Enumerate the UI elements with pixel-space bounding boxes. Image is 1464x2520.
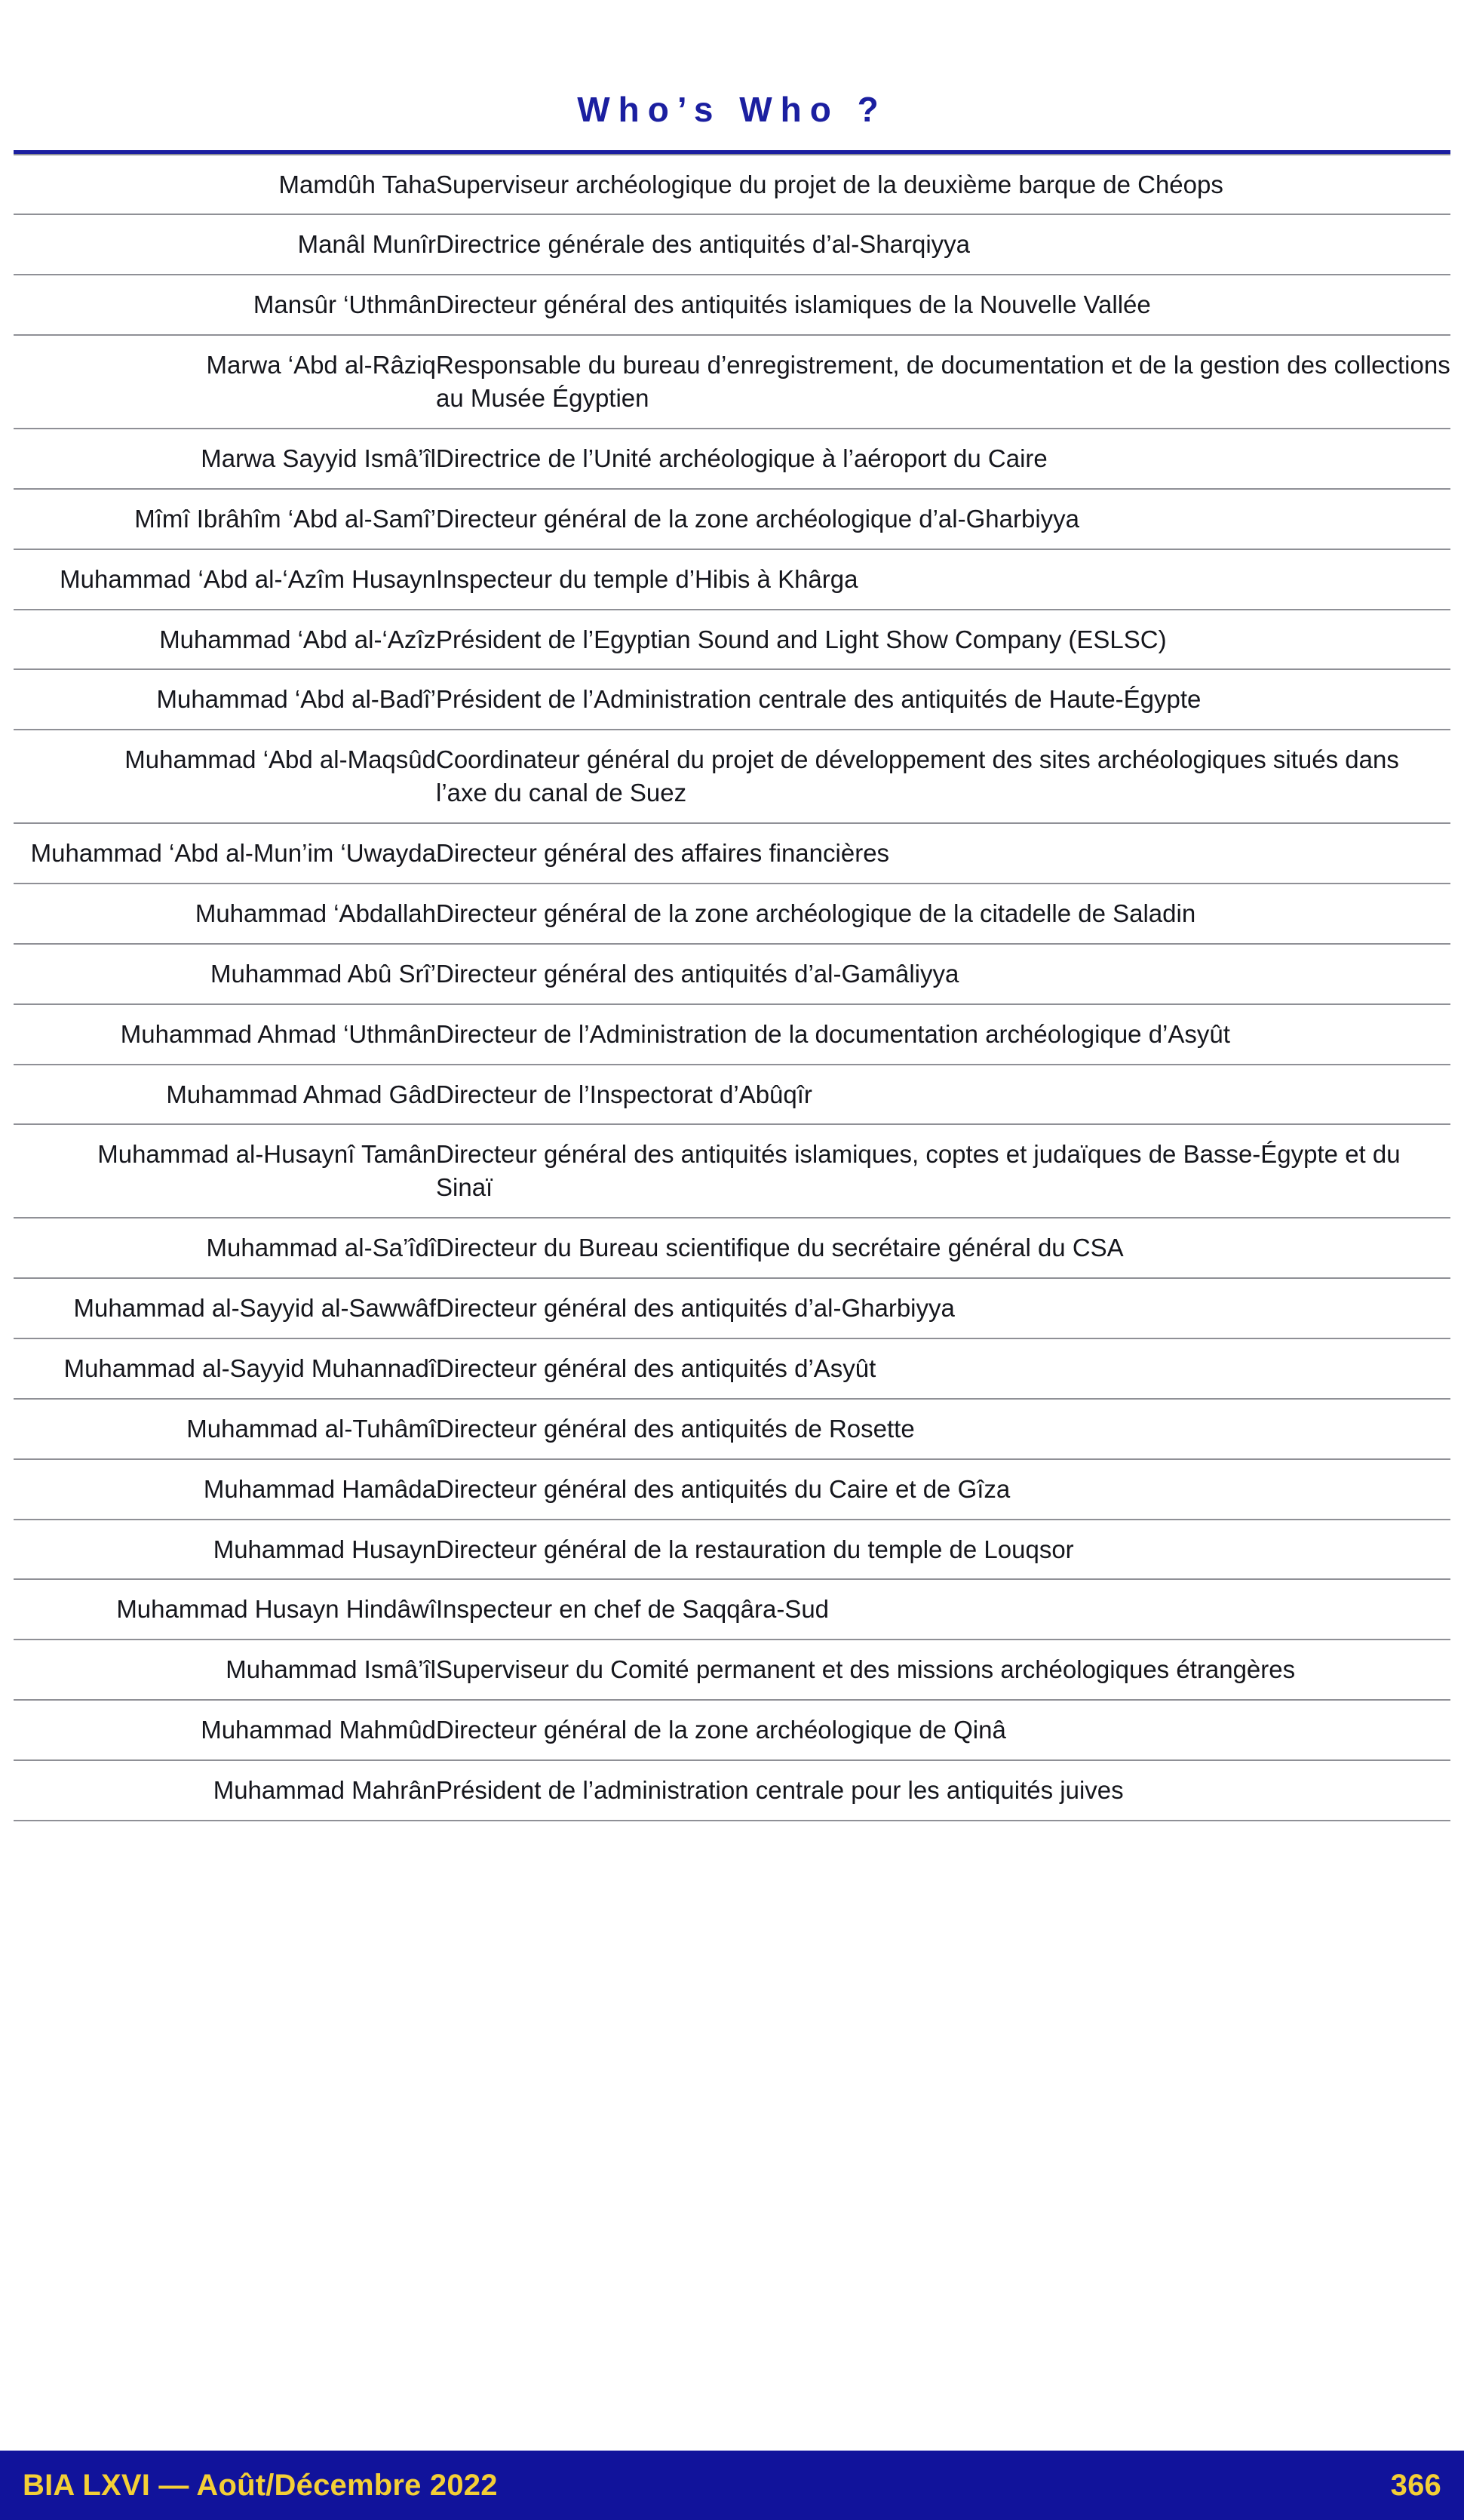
person-name: Muhammad Mahmûd (201, 1716, 436, 1744)
table-row (14, 1640, 1450, 1700)
table-row (14, 1065, 1450, 1125)
person-role: Directeur général des antiquités d’Asyût (436, 1354, 876, 1382)
table-row (14, 155, 1450, 215)
table-row (14, 730, 1450, 823)
table-row (14, 1124, 1450, 1218)
person-name: Muhammad al-Husaynî Tamân (97, 1140, 436, 1169)
person-name: Muhammad al-Tuhâmî (186, 1414, 436, 1443)
footer-page-number: 366 (1390, 2468, 1441, 2502)
table-row (14, 610, 1450, 670)
person-role: Directeur général de la zone archéologique d’al-Gharbiyya (436, 504, 1080, 533)
person-role: Président de l’Administration centrale des antiquités de Haute-Égypte (436, 685, 1202, 714)
person-role: Directrice générale des antiquités d’al-Sharqiyya (436, 230, 971, 259)
whoswho-table (14, 154, 1450, 1821)
page-header (0, 0, 1464, 154)
person-role: Directeur général des antiquités islamiques de la Nouvelle Vallée (436, 290, 1151, 319)
person-name: Muhammad Ismâ’îl (226, 1655, 436, 1684)
person-name: Muhammad ‘Abd al-Badî’ (156, 685, 436, 714)
table-row (14, 1520, 1450, 1580)
person-role: Président de l’administration centrale pour les antiquités juives (436, 1776, 1124, 1805)
person-name: Muhammad ‘Abd al-‘Azîm Husayn (60, 564, 436, 593)
table-row (14, 944, 1450, 1004)
table-row (14, 429, 1450, 489)
person-role: Directeur général de la zone archéologique de la citadelle de Saladin (436, 899, 1196, 927)
person-role: Directeur général des antiquités islamiques, coptes et judaïques de Basse-Égypte et du Sinaï (436, 1140, 1401, 1202)
person-name: Muhammad ‘Abd al-Mun’im ‘Uwayda (30, 839, 436, 868)
person-name: Marwa ‘Abd al-Râziq (206, 351, 436, 380)
person-role: Coordinateur général du projet de développement des sites archéologiques situés dans l’axe du canal de Suez (436, 745, 1399, 807)
person-name: Muhammad Ahmad Gâd (166, 1080, 436, 1108)
person-name: Mîmî Ibrâhîm ‘Abd al-Samî’ (134, 504, 436, 533)
table-row (14, 275, 1450, 335)
person-name: Muhammad ‘Abdallah (195, 899, 436, 927)
bottom-spacer (0, 2425, 1464, 2451)
whoswho-table-container (0, 154, 1464, 2425)
table-row (14, 549, 1450, 610)
person-name: Muhammad Mahrân (213, 1776, 436, 1805)
page-footer (0, 2451, 1464, 2520)
table-row (14, 669, 1450, 730)
footer-issue-label: BIA LXVI — Août/Décembre 2022 (23, 2468, 498, 2502)
person-name: Muhammad ‘Abd al-Maqsûd (124, 745, 436, 774)
person-role: Directeur de l’Administration de la documentation archéologique d’Asyût (436, 1019, 1230, 1048)
person-name: Muhammad al-Sayyid al-Sawwâf (73, 1294, 436, 1323)
person-name: Muhammad Abû Srî’ (210, 959, 436, 988)
table-row (14, 1278, 1450, 1338)
person-role: Directeur de l’Inspectorat d’Abûqîr (436, 1080, 812, 1108)
page-title: Who’s Who ? (577, 90, 887, 129)
person-name: Marwa Sayyid Ismâ’îl (201, 444, 436, 472)
person-role: Président de l’Egyptian Sound and Light Show Company (ESLSC) (436, 625, 1167, 653)
person-name: Muhammad ‘Abd al-‘Azîz (159, 625, 436, 653)
table-row (14, 823, 1450, 884)
table-row (14, 1338, 1450, 1399)
person-name: Muhammad Husayn Hindâwî (116, 1595, 436, 1624)
person-role: Directeur général des antiquités de Rosette (436, 1414, 915, 1443)
person-name: Muhammad Husayn (213, 1535, 436, 1563)
person-name: Manâl Munîr (297, 230, 436, 259)
person-name: Mamdûh Taha (278, 170, 436, 198)
person-role: Directeur général des affaires financières (436, 839, 890, 868)
person-name: Muhammad al-Sayyid Muhannadî (63, 1354, 436, 1382)
person-name: Muhammad Ahmad ‘Uthmân (120, 1019, 436, 1048)
person-role: Inspecteur en chef de Saqqâra-Sud (436, 1595, 830, 1624)
table-row (14, 884, 1450, 944)
table-row (14, 214, 1450, 275)
person-name: Muhammad Hamâda (203, 1474, 436, 1503)
whoswho-table-body (14, 155, 1450, 1821)
table-row (14, 1700, 1450, 1760)
table-row (14, 1459, 1450, 1520)
table-row (14, 1579, 1450, 1640)
person-role: Directeur général de la zone archéologique de Qinâ (436, 1716, 1006, 1744)
person-role: Directeur général des antiquités d’al-Gamâliyya (436, 959, 959, 988)
person-name: Muhammad al-Sa’îdî (206, 1234, 436, 1262)
person-name: Mansûr ‘Uthmân (253, 290, 436, 319)
table-row (14, 1004, 1450, 1065)
table-row (14, 1399, 1450, 1459)
person-role: Directeur du Bureau scientifique du secrétaire général du CSA (436, 1234, 1124, 1262)
table-row (14, 1760, 1450, 1821)
person-role: Directrice de l’Unité archéologique à l’aéroport du Caire (436, 444, 1048, 472)
table-row (14, 335, 1450, 429)
person-role: Superviseur archéologique du projet de la deuxième barque de Chéops (436, 170, 1223, 198)
table-row (14, 489, 1450, 549)
person-role: Responsable du bureau d’enregistrement, de documentation et de la gestion des collections au Musée Égyptien (436, 351, 1450, 413)
person-role: Superviseur du Comité permanent et des missions archéologiques étrangères (436, 1655, 1296, 1684)
person-role: Directeur général des antiquités d’al-Gharbiyya (436, 1294, 955, 1323)
person-role: Inspecteur du temple d’Hibis à Khârga (436, 564, 858, 593)
person-role: Directeur général de la restauration du temple de Louqsor (436, 1535, 1074, 1563)
person-role: Directeur général des antiquités du Caire et de Gîza (436, 1474, 1011, 1503)
table-row (14, 1218, 1450, 1278)
